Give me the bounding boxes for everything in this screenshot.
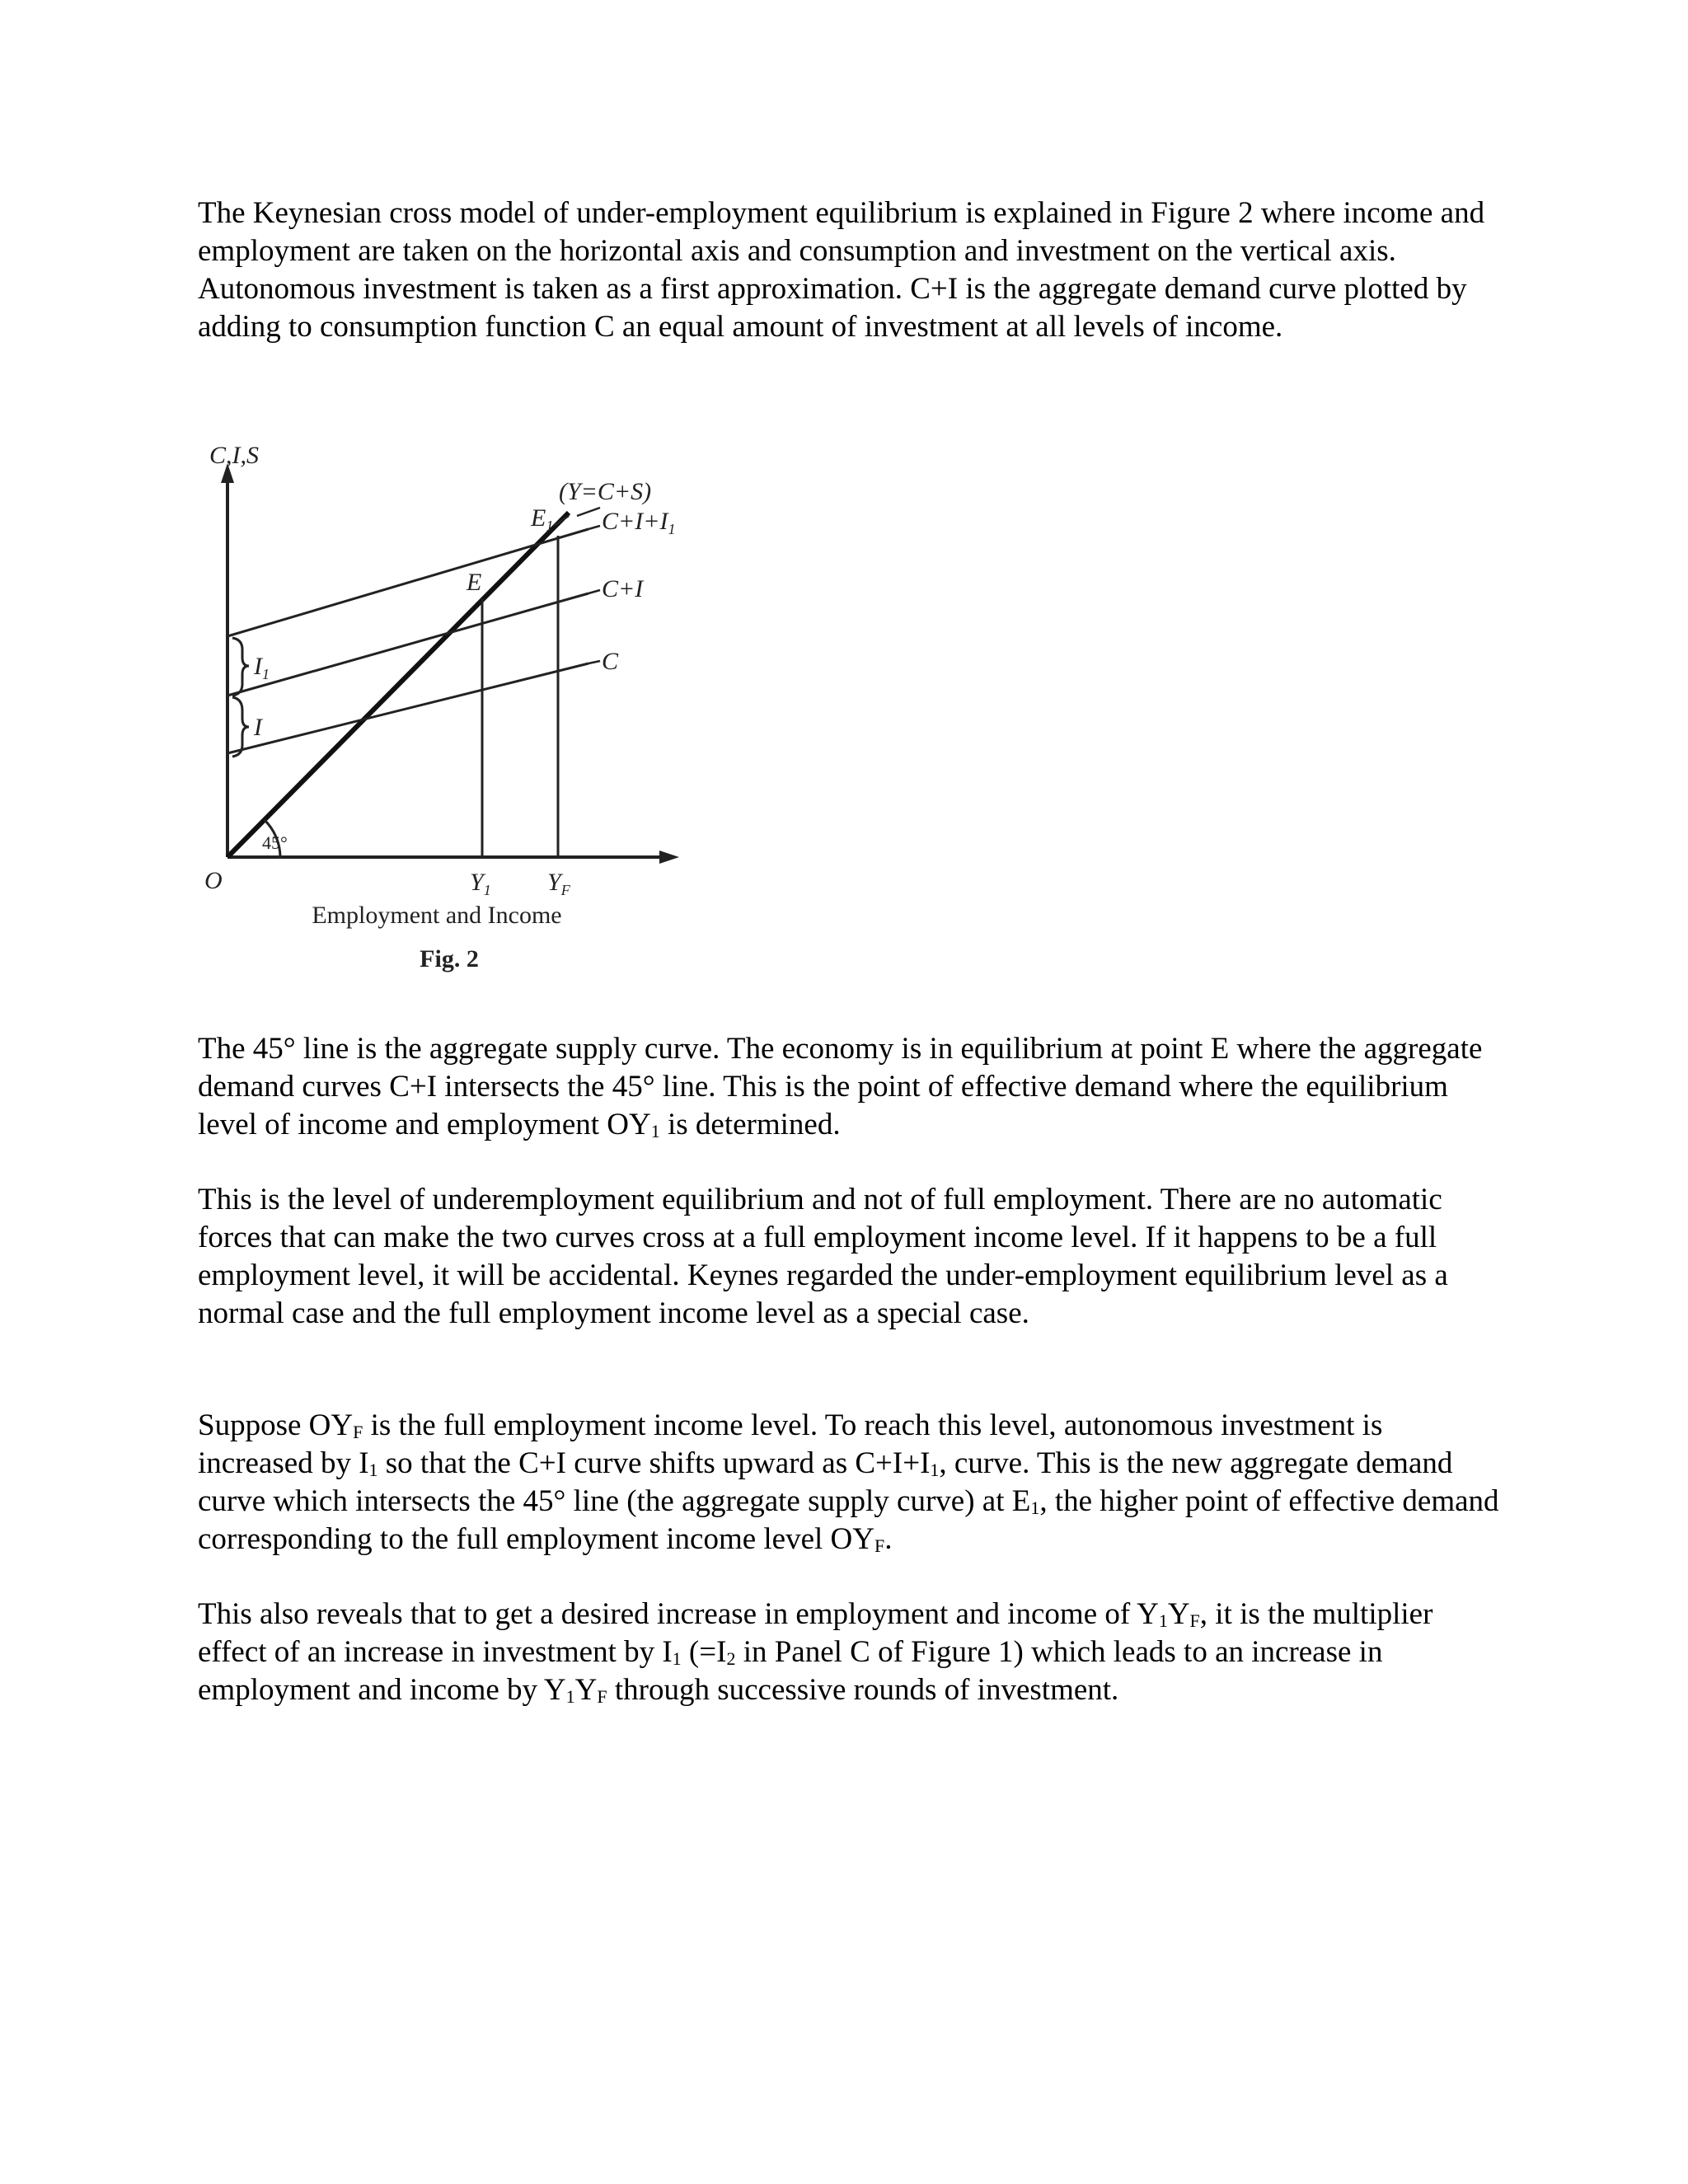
curve-c-plus-i-label: C+I — [602, 575, 644, 602]
curve-c-plus-i-plus-i1-label: $C+I+I_1$ — [602, 508, 676, 537]
paragraph-equilibrium: The 45° line is the aggregate supply curve. The economy is in equilibrium at point E where the aggregate demand curves C+I intersects the 45° line. This is the point of effective demand where the equilibrium level of income and employment $OY_1$ is determined. — [198, 1032, 1483, 1141]
origin-label: O — [204, 867, 223, 894]
curve-c-plus-i — [227, 593, 588, 696]
paragraph-intro: The Keynesian cross model of under-employment equilibrium is explained in Figure 2 where income and employment are taken on the horizontal axis and consumption and investment on the vertical axis. Autonomous investment is taken as a first approximation. C+I is the aggregate demand curve plotted by adding to consumption function C an equal amount of investment at all levels of income. — [198, 196, 1485, 344]
leader-ys — [577, 508, 600, 516]
brace-i1 — [232, 638, 249, 696]
curve-c-plus-i-plus-i1 — [227, 529, 588, 636]
paragraph-full-employment: Suppose $OY_F$ is the full employment income level. To reach this level, autonomous investment is increased by $I_1$ so that the C+I curve shifts upward as $C+I+I_1$, curve. This is the new aggregate demand curve which intersects the 45° line (the aggregate supply curve) at $E_1$, the higher point of effective demand corresponding to the full employment income level $OY_F$. — [198, 1408, 1499, 1556]
brace-i-label: I — [254, 714, 262, 741]
e1-label: $E_1$ — [531, 504, 554, 534]
figure-keynesian-cross — [198, 437, 709, 997]
leader-ci — [588, 590, 600, 593]
curve-c-label: C — [602, 648, 619, 675]
paragraph-multiplier: This also reveals that to get a desired increase in employment and income of $Y_1Y_F$, it is the multiplier effect of an increase in investment by $I_1$ ($=I_2$ in Panel C of Figure 1) which leads to an increase in employment and income by $Y_1Y_F$ through successive rounds of investment. — [198, 1597, 1433, 1707]
aggregate-supply-45-line — [227, 513, 569, 857]
e-label: E — [467, 569, 482, 596]
y-axis-label: C,I,S — [209, 442, 259, 469]
brace-i1-label: $I_1$ — [254, 653, 270, 682]
paragraph-underemployment: This is the level of underemployment equilibrium and not of full employment. There are no automatic forces that can make the two curves cross at a full employment income level. If it happens to be a full employment level, it will be accidental. Keynes regarded the under-employment equilibrium level as a normal case and the full employment income level as a special case. — [198, 1183, 1448, 1330]
x-axis-arrow-icon — [659, 851, 679, 864]
angle-label: 45° — [262, 832, 288, 853]
leader-c — [588, 661, 600, 663]
keynesian-cross-diagram — [198, 437, 709, 997]
x-tick-yf: $Y_F$ — [547, 869, 570, 898]
leader-cii1 — [588, 526, 600, 529]
x-tick-y1: $Y_1$ — [470, 869, 491, 898]
figure-caption: Fig. 2 — [420, 945, 479, 972]
ys-label: (Y=C+S) — [559, 478, 652, 505]
x-axis-label: Employment and Income — [312, 902, 562, 929]
